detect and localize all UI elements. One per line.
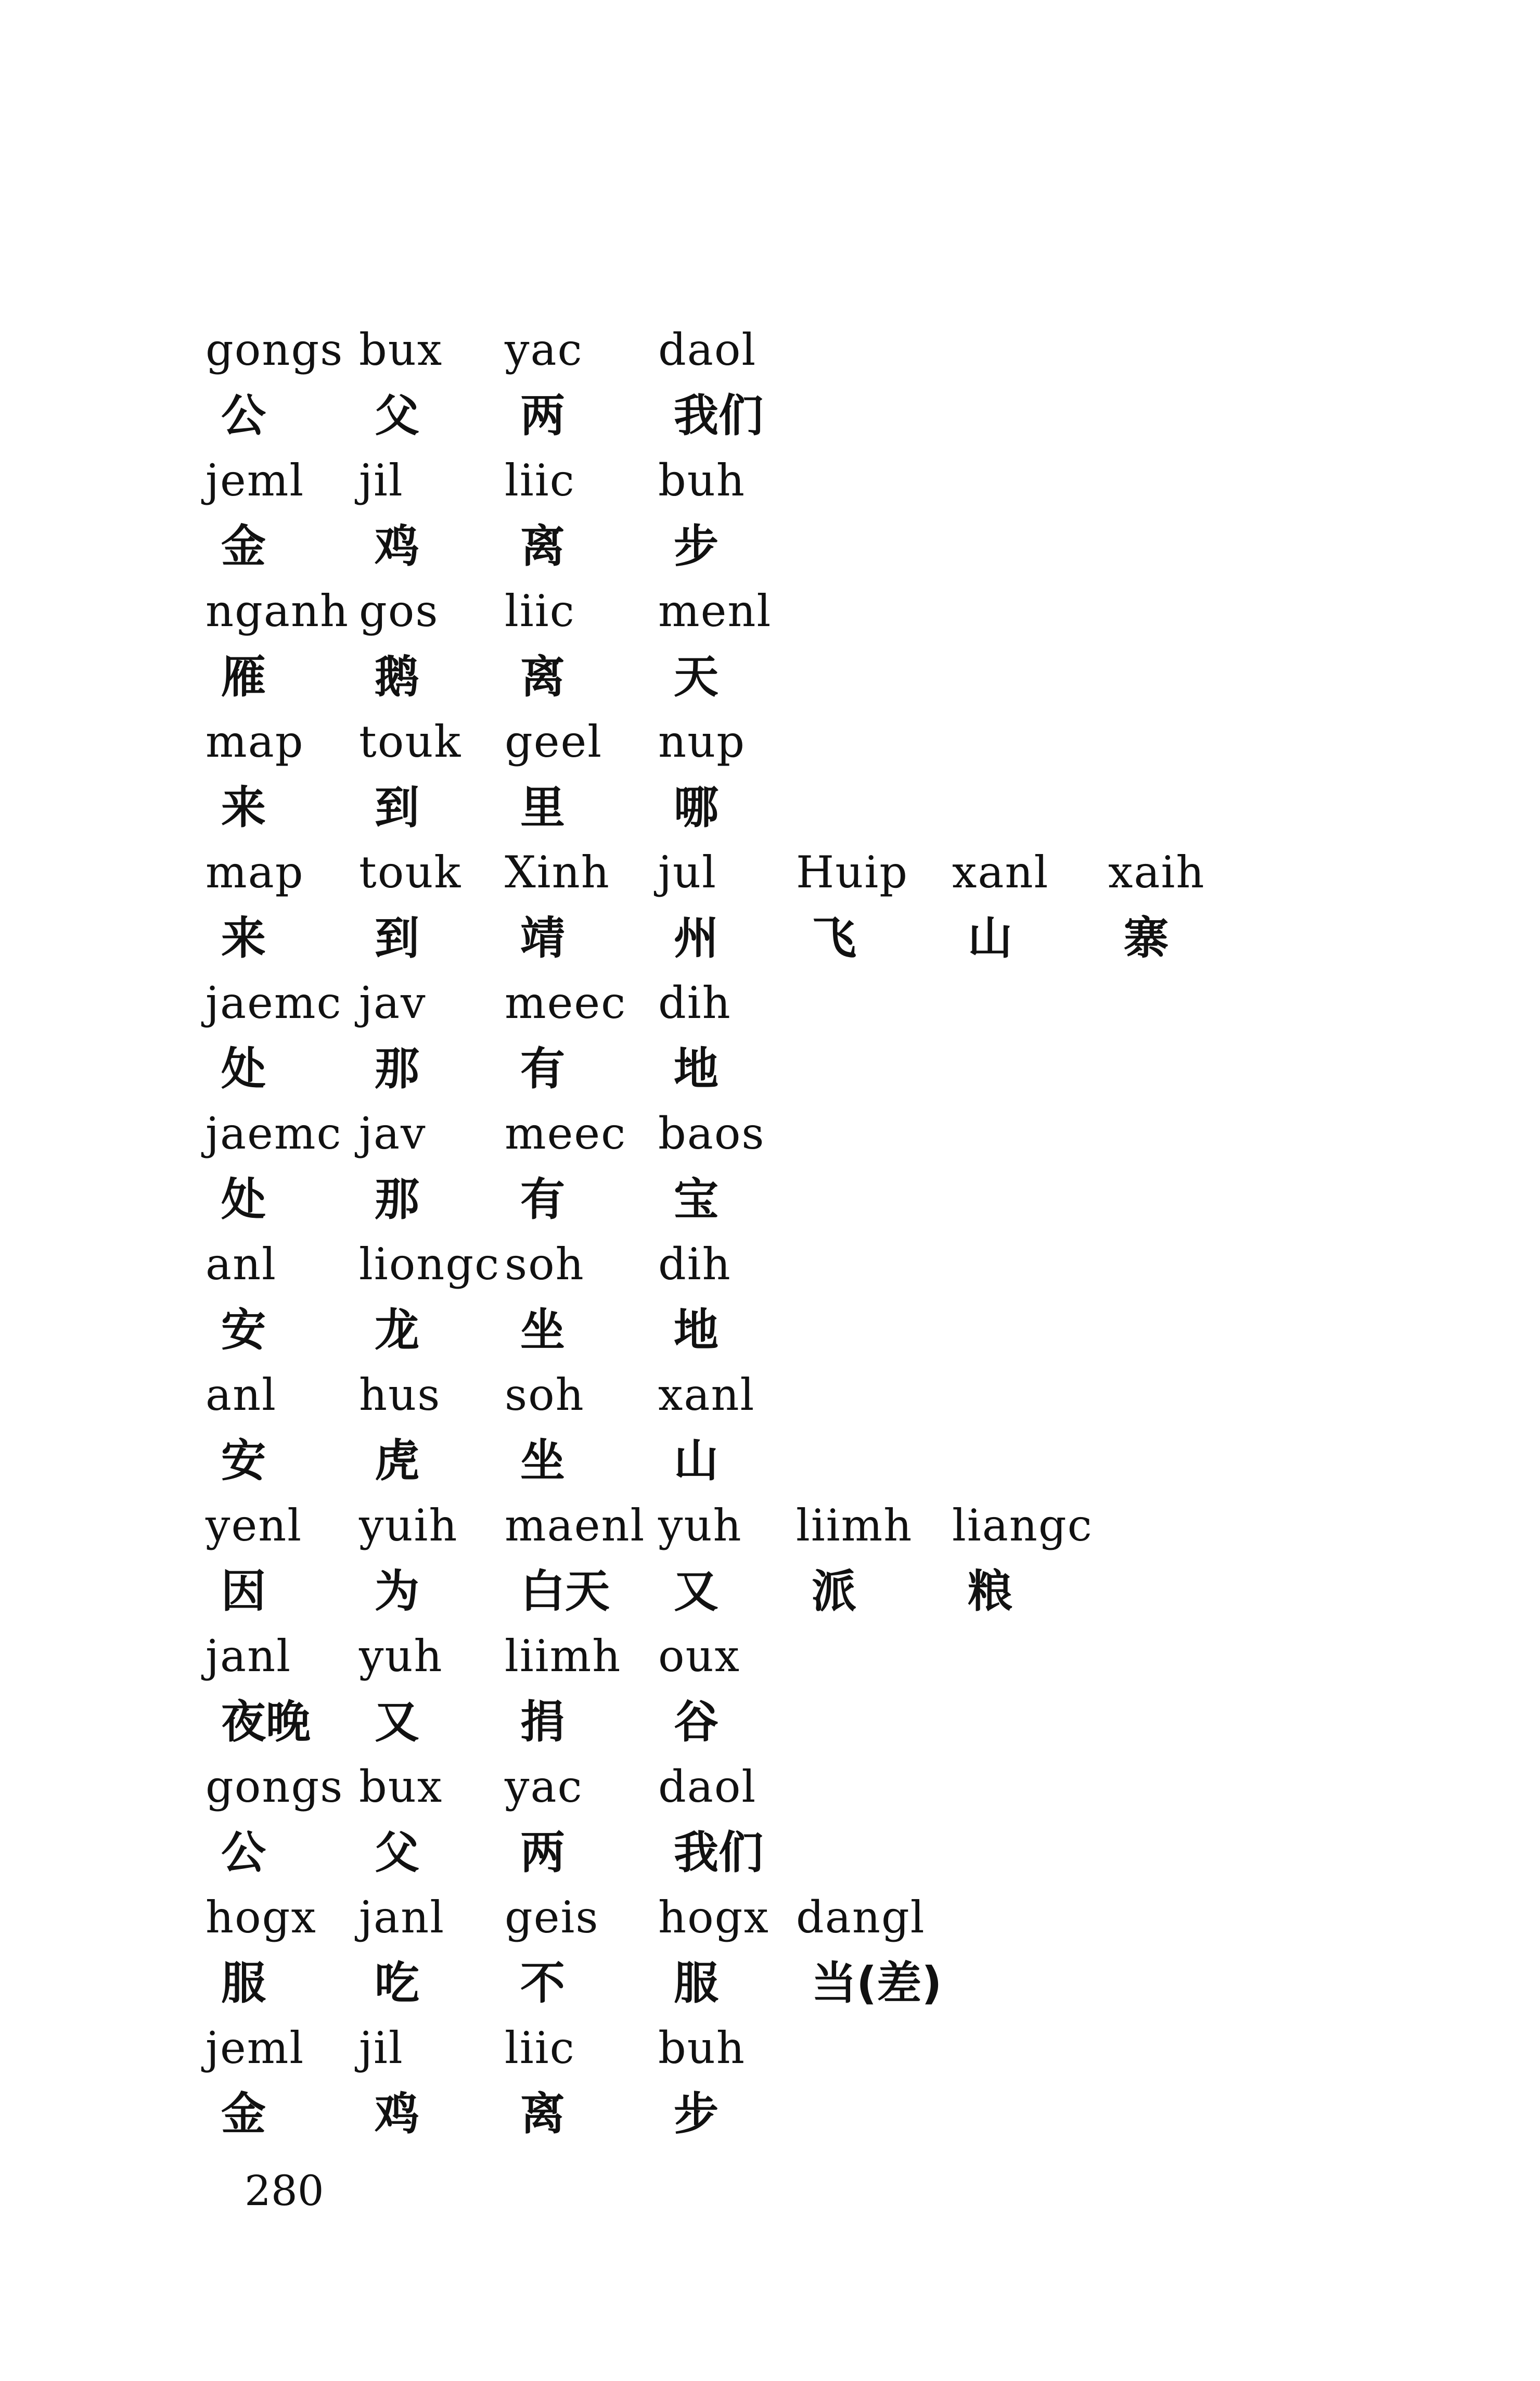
romanized-word: jul: [658, 847, 717, 898]
romanized-word: yuh: [658, 1500, 742, 1551]
chinese-word: 鹅: [375, 651, 419, 703]
chinese-word: 到: [375, 782, 419, 834]
romanized-word: meec: [505, 977, 627, 1028]
romanized-word: xanl: [658, 1369, 755, 1420]
chinese-word: 来: [221, 912, 266, 964]
chinese-word: 有: [520, 1174, 565, 1226]
chinese-word: 公: [221, 1827, 266, 1879]
chinese-word: 飞: [812, 912, 856, 964]
romanized-word: gos: [359, 585, 439, 636]
chinese-word: 坐: [520, 1435, 565, 1487]
romanized-word: liimh: [505, 1631, 622, 1682]
chinese-gloss-line: [0, 2088, 1540, 2164]
romanized-word: map: [206, 847, 304, 898]
chinese-word: 安: [221, 1435, 266, 1487]
romanized-word: dih: [658, 1239, 732, 1290]
chinese-word: 我们: [674, 390, 763, 442]
romanized-word: liangc: [952, 1500, 1093, 1551]
romanized-word: anl: [206, 1369, 277, 1420]
chinese-word: 地: [674, 1043, 718, 1095]
chinese-word: 谷: [674, 1696, 718, 1748]
romanized-word: liic: [505, 455, 575, 506]
chinese-word: 离: [520, 651, 565, 703]
chinese-word: 到: [375, 912, 419, 964]
romanized-word: geis: [505, 1892, 599, 1943]
romanized-word: yac: [505, 1761, 583, 1812]
romanized-word: liimh: [796, 1500, 913, 1551]
chinese-word: 服: [221, 1957, 266, 2009]
romanized-word: bux: [359, 324, 443, 375]
romanized-word: oux: [658, 1631, 741, 1682]
chinese-word: 两: [520, 390, 565, 442]
romanized-word: jeml: [206, 455, 305, 506]
chinese-word: 当(差): [812, 1957, 942, 2009]
romanized-word: daol: [658, 1761, 757, 1812]
romanized-word: nganh: [206, 585, 350, 636]
romanized-word: dangl: [796, 1892, 926, 1943]
chinese-word: 里: [520, 782, 565, 834]
romanized-word: soh: [505, 1239, 585, 1290]
chinese-word: 又: [375, 1696, 419, 1748]
romanized-word: jaemc: [206, 1108, 342, 1159]
chinese-word: 雁: [221, 651, 266, 703]
chinese-word: 鸡: [375, 2088, 419, 2140]
romanized-word: yenl: [206, 1500, 303, 1551]
romanized-word: liic: [505, 2022, 575, 2073]
chinese-word: 捐: [520, 1696, 565, 1748]
romanized-word: xanl: [952, 847, 1049, 898]
romanized-word: gongs: [206, 324, 344, 375]
romanized-word: xaih: [1108, 847, 1205, 898]
chinese-word: 寨: [1124, 912, 1169, 964]
chinese-word: 处: [221, 1043, 266, 1095]
romanized-word: anl: [206, 1239, 277, 1290]
romanized-word: menl: [658, 585, 772, 636]
chinese-word: 我们: [674, 1827, 763, 1879]
chinese-word: 粮: [968, 1565, 1012, 1618]
romanized-word: liic: [505, 585, 575, 636]
chinese-word: 哪: [674, 782, 718, 834]
romanized-word: Huip: [796, 847, 908, 898]
chinese-word: 夜晚: [221, 1696, 311, 1748]
chinese-word: 服: [674, 1957, 718, 2009]
romanized-word: jav: [359, 1108, 427, 1159]
romanized-word: dih: [658, 977, 732, 1028]
romanized-word: daol: [658, 324, 757, 375]
chinese-word: 公: [221, 390, 266, 442]
chinese-word: 虎: [375, 1435, 419, 1487]
chinese-word: 坐: [520, 1304, 565, 1356]
chinese-word: 天: [674, 651, 718, 703]
romanized-word: janl: [206, 1631, 292, 1682]
romanized-word: nup: [658, 716, 746, 767]
romanized-word: touk: [359, 716, 462, 767]
chinese-word: 鸡: [375, 520, 419, 572]
chinese-word: 处: [221, 1174, 266, 1226]
romanized-word: jaemc: [206, 977, 342, 1028]
chinese-word: 两: [520, 1827, 565, 1879]
chinese-word: 山: [968, 912, 1012, 964]
chinese-word: 有: [520, 1043, 565, 1095]
romanized-word: janl: [359, 1892, 445, 1943]
romanized-word: jav: [359, 977, 427, 1028]
romanized-word: buh: [658, 455, 746, 506]
romanized-word: geel: [505, 716, 603, 767]
page-number: 280: [245, 2167, 324, 2215]
romanized-word: liongc: [359, 1239, 500, 1290]
chinese-word: 地: [674, 1304, 718, 1356]
romanized-word: maenl: [505, 1500, 646, 1551]
chinese-word: 来: [221, 782, 266, 834]
romanized-word: hogx: [658, 1892, 769, 1943]
chinese-word: 又: [674, 1565, 718, 1618]
chinese-word: 不: [520, 1957, 565, 2009]
chinese-word: 安: [221, 1304, 266, 1356]
chinese-word: 龙: [375, 1304, 419, 1356]
chinese-word: 离: [520, 2088, 565, 2140]
romanized-word: soh: [505, 1369, 585, 1420]
chinese-word: 步: [674, 520, 718, 572]
chinese-word: 派: [812, 1565, 856, 1618]
chinese-word: 白天: [520, 1565, 610, 1618]
romanized-word: touk: [359, 847, 462, 898]
chinese-word: 金: [221, 2088, 266, 2140]
chinese-word: 宝: [674, 1174, 718, 1226]
chinese-word: 为: [375, 1565, 419, 1618]
chinese-word: 因: [221, 1565, 266, 1618]
romanized-word: bux: [359, 1761, 443, 1812]
romanized-word: meec: [505, 1108, 627, 1159]
romanized-word: yuh: [359, 1631, 443, 1682]
chinese-word: 步: [674, 2088, 718, 2140]
romanized-word: Xinh: [505, 847, 610, 898]
romanized-word: baos: [658, 1108, 765, 1159]
romanized-word: hus: [359, 1369, 441, 1420]
romanized-word: yuih: [359, 1500, 458, 1551]
romanized-word: hogx: [206, 1892, 317, 1943]
chinese-word: 金: [221, 520, 266, 572]
romanized-word: map: [206, 716, 304, 767]
romanized-word: jil: [359, 455, 404, 506]
chinese-word: 山: [674, 1435, 718, 1487]
romanized-word: buh: [658, 2022, 746, 2073]
chinese-word: 那: [375, 1174, 419, 1226]
romanized-word: jeml: [206, 2022, 305, 2073]
chinese-word: 父: [375, 390, 419, 442]
romanized-word: jil: [359, 2022, 404, 2073]
chinese-word: 那: [375, 1043, 419, 1095]
romanized-word: yac: [505, 324, 583, 375]
chinese-word: 父: [375, 1827, 419, 1879]
chinese-word: 靖: [520, 912, 565, 964]
chinese-word: 吃: [375, 1957, 419, 2009]
romanized-word: gongs: [206, 1761, 344, 1812]
chinese-word: 州: [674, 912, 718, 964]
chinese-word: 离: [520, 520, 565, 572]
